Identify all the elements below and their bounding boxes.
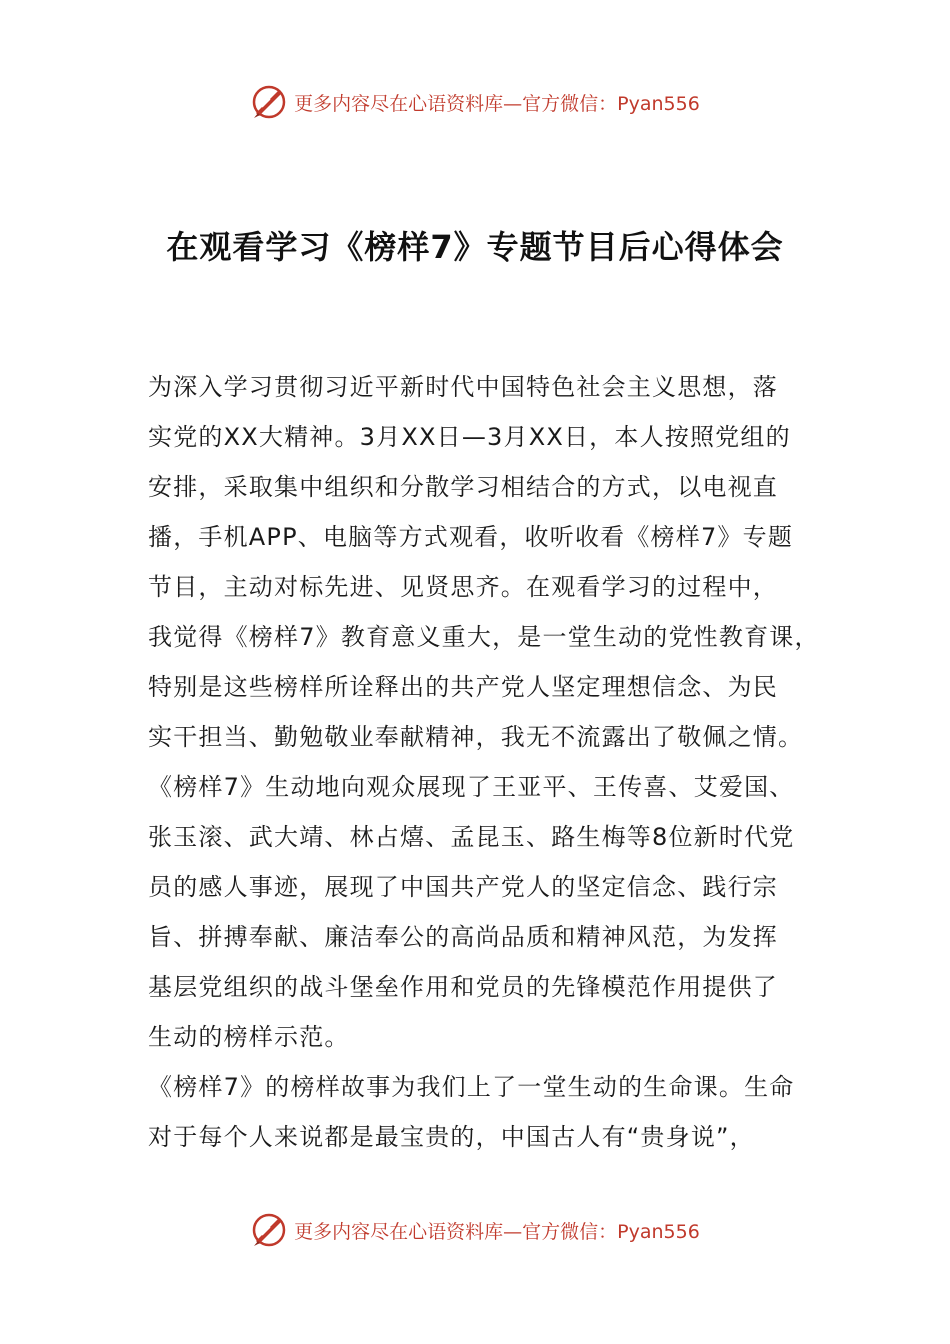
body-text-line: 节目，主动对标先进、见贤思齐。在观看学习的过程中， [148, 573, 778, 601]
pen-logo-icon [250, 1211, 288, 1249]
document-title: 在观看学习《榜样7》专题节目后心得体会 [166, 228, 784, 266]
body-text-line: 《榜样7》的榜样故事为我们上了一堂生动的生命课。生命 [148, 1073, 795, 1101]
wechat-id: Pyan556 [617, 1220, 700, 1243]
banner-text [294, 1217, 700, 1244]
banner-text [294, 89, 700, 116]
body-text-line: 安排，采取集中组织和分散学习相结合的方式，以电视直 [148, 473, 778, 501]
banner-promo-text: 更多内容尽在心语资料库—官方微信： [294, 92, 618, 115]
body-text-line: 基层党组织的战斗堡垒作用和党员的先锋模范作用提供了 [148, 973, 778, 1001]
body-text-line: 特别是这些榜样所诠释出的共产党人坚定理想信念、为民 [148, 673, 778, 701]
body-text-line: 员的感人事迹，展现了中国共产党人的坚定信念、践行宗 [148, 873, 778, 901]
header-banner [0, 80, 950, 124]
body-text-line: 为深入学习贯彻习近平新时代中国特色社会主义思想，落 [148, 373, 778, 401]
pen-logo-icon [250, 83, 288, 121]
body-text-line: 实干担当、勤勉敬业奉献精神，我无不流露出了敬佩之情。 [148, 723, 804, 751]
body-text-line: 旨、拼搏奉献、廉洁奉公的高尚品质和精神风范，为发挥 [148, 923, 778, 951]
footer-banner [0, 1208, 950, 1252]
body-text-line: 我觉得《榜样7》教育意义重大，是一堂生动的党性教育课， [148, 623, 820, 651]
body-text-line: 对于每个人来说都是最宝贵的，中国古人有“贵身说”， [148, 1123, 755, 1151]
body-text-line: 《榜样7》生动地向观众展现了王亚平、王传喜、艾爱国、 [148, 773, 795, 801]
body-text-line: 实党的XX大精神。3月XX日—3月XX日，本人按照党组的 [148, 423, 791, 451]
wechat-id: Pyan556 [617, 92, 700, 115]
banner-promo-text: 更多内容尽在心语资料库—官方微信： [294, 1220, 618, 1243]
body-text-line: 生动的榜样示范。 [148, 1023, 350, 1051]
body-text-line: 张玉滚、武大靖、林占熺、孟昆玉、路生梅等8位新时代党 [148, 823, 795, 851]
document-body [148, 362, 828, 1162]
body-text-line: 播，手机APP、电脑等方式观看，收听收看《榜样7》专题 [148, 523, 794, 551]
